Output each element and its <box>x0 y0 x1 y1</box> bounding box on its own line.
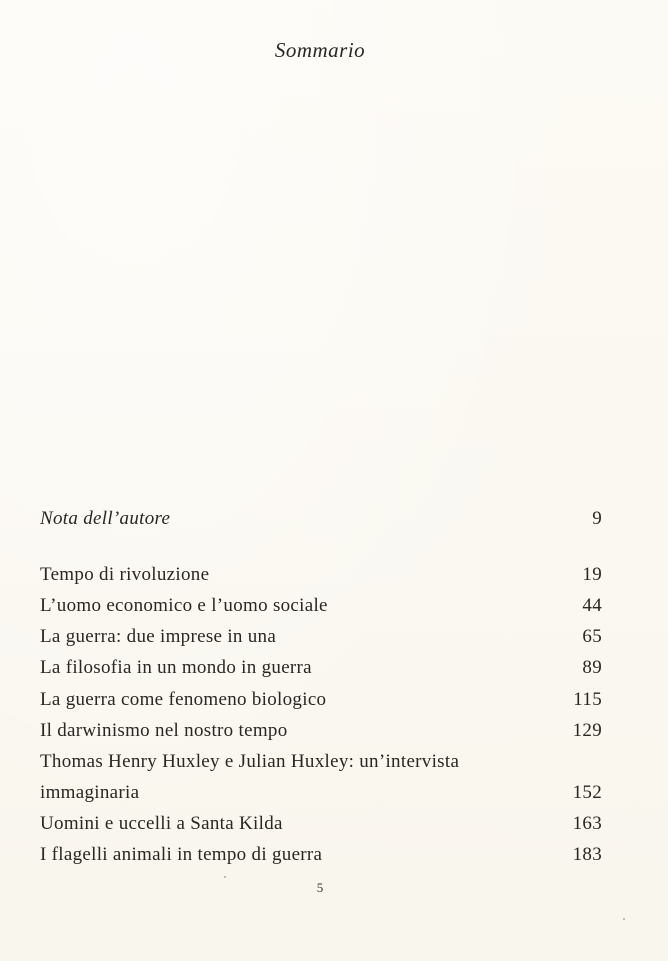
toc-entry-uomo-economico <box>40 592 602 620</box>
toc-entry-darwinismo <box>40 717 602 745</box>
toc-entry-page: 44 <box>582 595 602 616</box>
toc-entry-page: 129 <box>572 720 602 741</box>
toc-entry-page: 9 <box>592 508 602 529</box>
toc-entry-page: 163 <box>572 813 602 834</box>
toc-entry-page: 115 <box>573 689 602 710</box>
toc-entry-la-guerra-due-imprese <box>40 623 602 651</box>
toc-entry-page: 19 <box>582 564 602 585</box>
toc-entry-page: 89 <box>582 657 602 678</box>
toc-entry-title: Nota dell’autore <box>40 508 171 529</box>
toc-entry-title: Uomini e uccelli a Santa Kilda <box>40 813 283 834</box>
toc-entry-tempo-di-rivoluzione <box>40 561 602 589</box>
toc-entry-title: Thomas Henry Huxley e Julian Huxley: un’intervista <box>40 751 460 772</box>
toc-heading: Sommario <box>274 38 366 62</box>
toc-entry-huxley-continued <box>40 779 602 807</box>
toc-entry-title: La guerra come fenomeno biologico <box>40 689 327 710</box>
toc-entry-filosofia <box>40 654 602 682</box>
toc-entry-title: La filosofia in un mondo in guerra <box>40 657 312 678</box>
toc-entry-title: I flagelli animali in tempo di guerra <box>40 844 323 865</box>
toc-entry-fenomeno-biologico <box>40 686 602 714</box>
toc-entry-page: 183 <box>572 844 602 865</box>
toc-entry-page: 65 <box>582 626 602 647</box>
toc-entry-nota <box>40 505 602 533</box>
page-number: 5 <box>316 880 324 895</box>
toc-entry-huxley <box>40 748 602 776</box>
toc-entry-santa-kilda <box>40 810 602 838</box>
toc-entry-page: 152 <box>572 782 602 803</box>
toc-entry-title: L’uomo economico e l’uomo sociale <box>40 595 328 616</box>
toc-entry-flagelli <box>40 841 602 869</box>
paper-speck <box>224 876 226 878</box>
toc-entry-title: Tempo di rivoluzione <box>40 564 210 585</box>
toc-entry-title: La guerra: due imprese in una <box>40 626 277 647</box>
toc-entry-title: immaginaria <box>40 782 140 803</box>
paper-speck <box>623 918 625 920</box>
toc-entry-title: Il darwinismo nel nostro tempo <box>40 720 288 741</box>
